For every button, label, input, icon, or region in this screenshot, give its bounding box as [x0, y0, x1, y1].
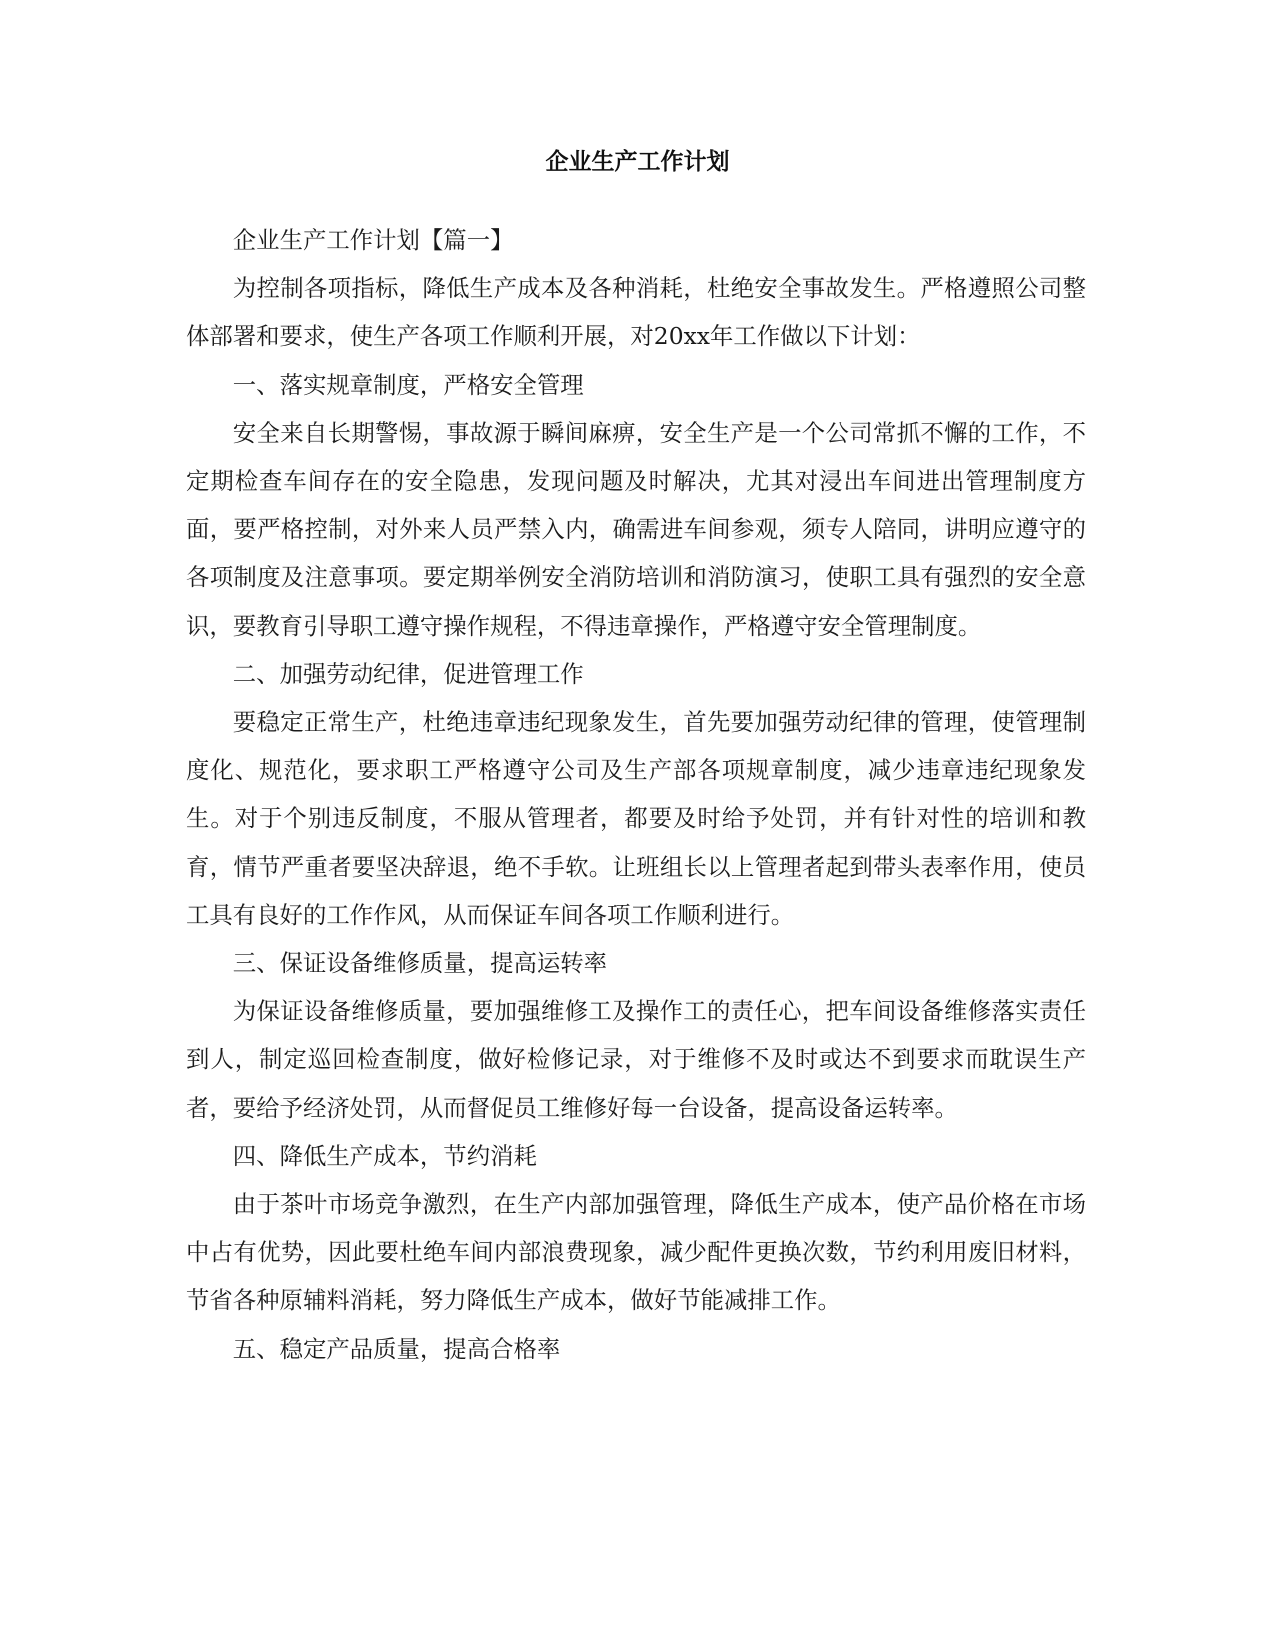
- section-heading-1: 一、落实规章制度，严格安全管理: [232, 370, 584, 399]
- section-paragraph-2: 要稳定正常生产，杜绝违章违纪现象发生，首先要加强劳动纪律的管理，使管理制度化、规范化，要求职工严格遵守公司及生产部各项规章制度，减少违章违纪现象发生。对于个别违反制度，不服从管理者，都要及时给予处罚，并有针对性的培训和教育，情节严重者要坚决辞退，绝不手软。让班组长以上管理者起到带头表率作用，使员工具有良好的工作作风，从而保证车间各项工作顺利进行。: [186, 708, 1086, 929]
- section-heading-5: 五、稳定产品质量，提高合格率: [232, 1334, 561, 1363]
- section-heading-3: 三、保证设备维修质量，提高运转率: [232, 949, 608, 978]
- document-title: 企业生产工作计划: [545, 148, 730, 175]
- section-subtitle: 企业生产工作计划【篇一】: [232, 226, 514, 254]
- document-body: [186, 216, 1086, 1373]
- section-heading-4: 四、降低生产成本，节约消耗: [232, 1141, 537, 1170]
- intro-paragraph: 为控制各项指标，降低生产成本及各种消耗，杜绝安全事故发生。严格遵照公司整体部署和要求，使生产各项工作顺利开展，对20xx年工作做以下计划：: [186, 274, 1086, 351]
- section-paragraph-3: 为保证设备维修质量，要加强维修工及操作工的责任心，把车间设备维修落实责任到人，制定巡回检查制度，做好检修记录，对于维修不及时或达不到要求而耽误生产者，要给予经济处罚，从而督促员工维修好每一台设备，提高设备运转率。: [186, 997, 1086, 1122]
- section-paragraph-1: 安全来自长期警惕，事故源于瞬间麻痹，安全生产是一个公司常抓不懈的工作，不定期检查车间存在的安全隐患，发现问题及时解决，尤其对浸出车间进出管理制度方面，要严格控制，对外来人员严禁入内，确需进车间参观，须专人陪同，讲明应遵守的各项制度及注意事项。要定期举例安全消防培训和消防演习，使职工具有强烈的安全意识，要教育引导职工遵守操作规程，不得违章操作，严格遵守安全管理制度。: [186, 418, 1086, 640]
- section-paragraph-4: 由于茶叶市场竞争激烈，在生产内部加强管理，降低生产成本，使产品价格在市场中占有优势，因此要杜绝车间内部浪费现象，减少配件更换次数，节约利用废旧材料，节省各种原辅料消耗，努力降低生产成本，做好节能减排工作。: [186, 1190, 1086, 1315]
- section-heading-2: 二、加强劳动纪律，促进管理工作: [232, 659, 584, 688]
